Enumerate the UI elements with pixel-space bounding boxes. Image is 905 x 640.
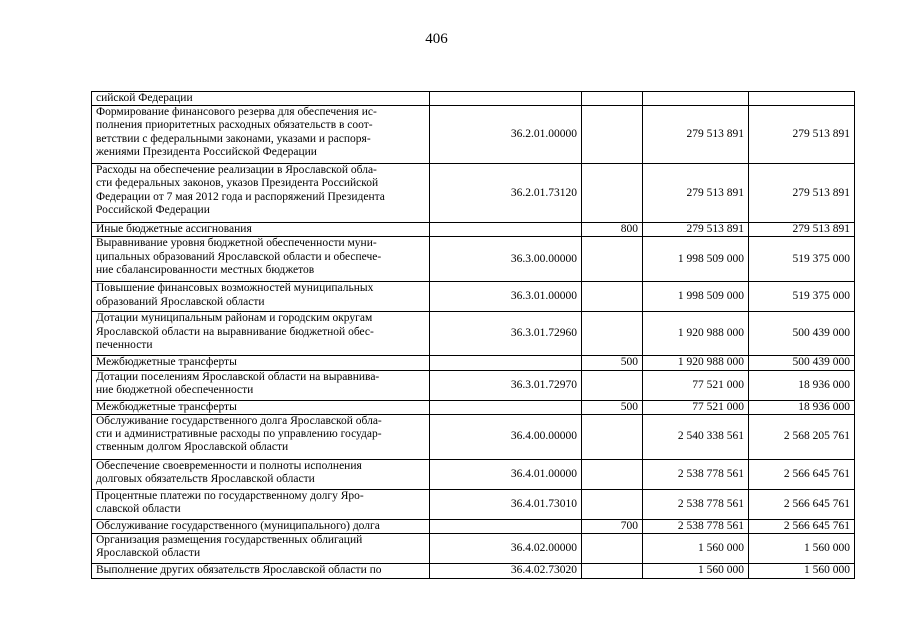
expense-type-cell — [582, 164, 643, 223]
expense-type-cell — [582, 312, 643, 356]
expense-type-cell — [582, 370, 643, 400]
table-row — [92, 414, 855, 459]
amount-year1-cell: 77 521 000 — [643, 400, 749, 414]
amount-year2-cell: 500 439 000 — [749, 356, 855, 370]
amount-year2-cell: 1 560 000 — [749, 534, 855, 564]
amount-year2-cell: 500 439 000 — [749, 312, 855, 356]
expense-type-cell — [582, 489, 643, 519]
item-name-cell: Обслуживание государственного долга Ярославской обла- сти и административные расходы по управлению государ- ственным долгом Ярославской области — [92, 414, 430, 459]
item-name-cell: Дотации поселениям Ярославской области на выравнива- ние бюджетной обеспеченности — [92, 370, 430, 400]
table-row — [92, 356, 855, 370]
amount-year2-cell: 18 936 000 — [749, 400, 855, 414]
target-code-cell: 36.3.00.00000 — [430, 237, 582, 282]
target-code-cell — [430, 92, 582, 106]
item-name-cell: Повышение финансовых возможностей муниципальных образований Ярославской области — [92, 282, 430, 312]
expense-type-cell — [582, 237, 643, 282]
item-name-cell: Обслуживание государственного (муниципального) долга — [92, 519, 430, 533]
target-code-cell — [430, 519, 582, 533]
table-row — [92, 164, 855, 223]
amount-year1-cell: 1 920 988 000 — [643, 356, 749, 370]
table-row — [92, 237, 855, 282]
item-name-cell: Расходы на обеспечение реализации в Ярославской обла- сти федеральных законов, указов Президента Российской Федерации от 7 мая 2012 года и распоряжений Президента Российской Федерации — [92, 164, 430, 223]
target-code-cell: 36.2.01.73120 — [430, 164, 582, 223]
item-name-cell: Дотации муниципальным районам и городским округам Ярославской области на выравнивание бюджетной обес- печенности — [92, 312, 430, 356]
amount-year1-cell: 2 538 778 561 — [643, 459, 749, 489]
expense-type-cell — [582, 92, 643, 106]
target-code-cell: 36.3.01.00000 — [430, 282, 582, 312]
page-number: 406 — [425, 31, 448, 47]
expense-type-cell — [582, 564, 643, 579]
amount-year2-cell: 18 936 000 — [749, 370, 855, 400]
target-code-cell: 36.4.00.00000 — [430, 414, 582, 459]
amount-year1-cell: 77 521 000 — [643, 370, 749, 400]
target-code-cell — [430, 356, 582, 370]
expense-type-cell: 500 — [582, 356, 643, 370]
target-code-cell — [430, 400, 582, 414]
expense-type-cell: 500 — [582, 400, 643, 414]
target-code-cell — [430, 223, 582, 237]
item-name-cell: Формирование финансового резерва для обеспечения ис- полнения приоритетных расходных обязательств в соот- ветствии с федеральными законами, указами и распоря- жениями Президента Российской Федерации — [92, 106, 430, 164]
table-row — [92, 106, 855, 164]
amount-year1-cell: 1 560 000 — [643, 564, 749, 579]
item-name-cell: Выравнивание уровня бюджетной обеспеченности муни- ципальных образований Ярославской области и обеспече- ние сбалансированности местных бюджетов — [92, 237, 430, 282]
table-row — [92, 400, 855, 414]
expense-type-cell — [582, 282, 643, 312]
item-name-cell: Обеспечение своевременности и полноты исполнения долговых обязательств Ярославской области — [92, 459, 430, 489]
amount-year2-cell: 2 566 645 761 — [749, 519, 855, 533]
amount-year1-cell: 2 538 778 561 — [643, 519, 749, 533]
item-name-cell: Организация размещения государственных облигаций Ярославской области — [92, 534, 430, 564]
amount-year2-cell — [749, 92, 855, 106]
amount-year1-cell: 1 998 509 000 — [643, 237, 749, 282]
budget-table — [91, 91, 855, 579]
item-name-cell: Процентные платежи по государственному долгу Яро- славской области — [92, 489, 430, 519]
amount-year2-cell: 2 566 645 761 — [749, 459, 855, 489]
amount-year2-cell: 519 375 000 — [749, 282, 855, 312]
item-name-cell: Иные бюджетные ассигнования — [92, 223, 430, 237]
table-row — [92, 312, 855, 356]
amount-year1-cell: 2 538 778 561 — [643, 489, 749, 519]
table-row — [92, 564, 855, 579]
expense-type-cell — [582, 414, 643, 459]
expense-type-cell — [582, 459, 643, 489]
expense-type-cell — [582, 106, 643, 164]
target-code-cell: 36.4.01.00000 — [430, 459, 582, 489]
table-row — [92, 223, 855, 237]
expense-type-cell: 800 — [582, 223, 643, 237]
table-row — [92, 489, 855, 519]
item-name-cell: Межбюджетные трансферты — [92, 356, 430, 370]
table-row — [92, 519, 855, 533]
amount-year2-cell: 2 568 205 761 — [749, 414, 855, 459]
item-name-cell: Выполнение других обязательств Ярославской области по — [92, 564, 430, 579]
amount-year2-cell: 519 375 000 — [749, 237, 855, 282]
amount-year2-cell: 2 566 645 761 — [749, 489, 855, 519]
expense-type-cell: 700 — [582, 519, 643, 533]
expense-type-cell — [582, 534, 643, 564]
item-name-cell: Межбюджетные трансферты — [92, 400, 430, 414]
amount-year1-cell: 1 998 509 000 — [643, 282, 749, 312]
amount-year2-cell: 279 513 891 — [749, 164, 855, 223]
target-code-cell: 36.4.01.73010 — [430, 489, 582, 519]
amount-year1-cell: 279 513 891 — [643, 106, 749, 164]
target-code-cell: 36.3.01.72970 — [430, 370, 582, 400]
table-row — [92, 534, 855, 564]
amount-year1-cell: 1 560 000 — [643, 534, 749, 564]
amount-year1-cell: 2 540 338 561 — [643, 414, 749, 459]
table-row — [92, 92, 855, 106]
amount-year2-cell: 279 513 891 — [749, 106, 855, 164]
amount-year1-cell: 279 513 891 — [643, 223, 749, 237]
amount-year1-cell: 1 920 988 000 — [643, 312, 749, 356]
amount-year1-cell: 279 513 891 — [643, 164, 749, 223]
target-code-cell: 36.3.01.72960 — [430, 312, 582, 356]
item-name-cell: сийской Федерации — [92, 92, 430, 106]
target-code-cell: 36.4.02.00000 — [430, 534, 582, 564]
table-row — [92, 370, 855, 400]
target-code-cell: 36.4.02.73020 — [430, 564, 582, 579]
amount-year2-cell: 1 560 000 — [749, 564, 855, 579]
table-row — [92, 282, 855, 312]
table-row — [92, 459, 855, 489]
amount-year2-cell: 279 513 891 — [749, 223, 855, 237]
amount-year1-cell — [643, 92, 749, 106]
target-code-cell: 36.2.01.00000 — [430, 106, 582, 164]
